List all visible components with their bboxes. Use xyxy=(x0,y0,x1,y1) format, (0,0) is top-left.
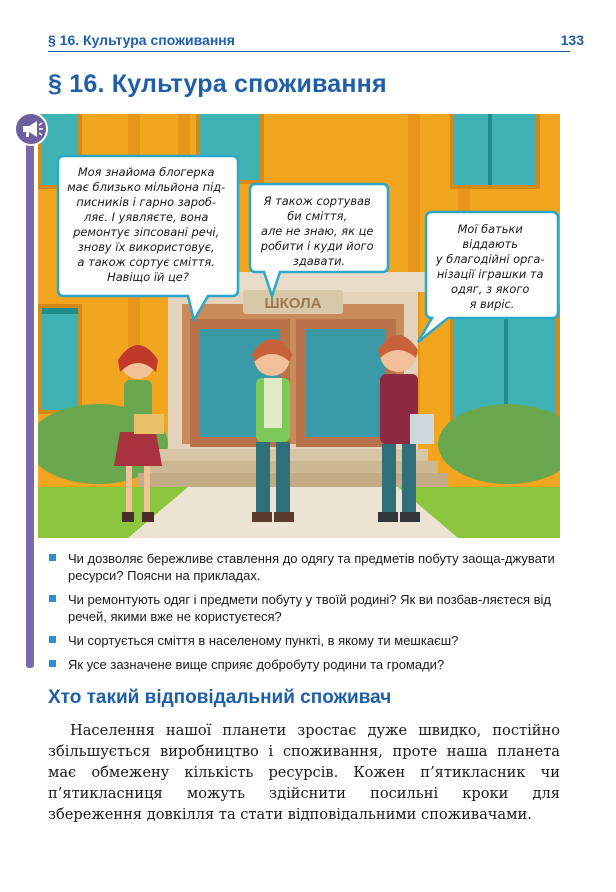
question-item: Як усе зазначене вище сприяє добробуту родини та громади? xyxy=(48,656,564,673)
bubble-2-text: Я також сортував би сміття, але не знаю, як це робити і куди його здавати. xyxy=(260,194,374,268)
bullet-square-icon xyxy=(49,595,56,602)
illustration xyxy=(38,114,560,538)
question-item: Чи дозволяє бережливе ставлення до одягу та предметів побуту заоща-джувати ресурси? Поясни на прикладах. xyxy=(48,550,564,584)
page-number: 133 xyxy=(560,32,584,48)
bubble-1-text: Моя знайома блогерка має близько мільйона під- писників і гарно зароб- ляє. І уявляєте, вона ремонтує зіпсовані речі, знову їх використовує, а також сортує сміття. Навіщо їй це? xyxy=(67,165,226,284)
question-item: Чи сортується сміття в населеному пункті, в якому ти мешкаєш? xyxy=(48,632,564,649)
question-list xyxy=(48,550,564,680)
bullet-square-icon xyxy=(49,660,56,667)
body-paragraph: Населення нашої планети зростає дуже швидко, постійно збільшується виробництво і споживання, проте наша планета має обмежену кількість ресурсів. Кожен п’ятикласник чи п’ятикласниця можуть здійснити посильні кроки для збереження довкілля та стати відповідальними споживачами. xyxy=(48,722,560,823)
speech-bubble-1 xyxy=(58,156,238,320)
question-item: Чи ремонтують одяг і предмети побуту у твоїй родині? Як ви позбав-ляєтеся від речей, якими вже не користуєтеся? xyxy=(48,591,564,625)
section-title: § 16. Культура споживання xyxy=(48,70,387,98)
school-sign: ШКОЛА xyxy=(264,295,322,312)
megaphone-icon xyxy=(16,114,46,144)
running-header xyxy=(48,32,584,52)
side-bar xyxy=(26,128,34,668)
bubble-3-text: Мої батьки віддають у благодійні орга- нізації іграшки та одяг, з якого я виріс. xyxy=(435,222,545,311)
running-title: § 16. Культура споживання xyxy=(48,32,235,48)
bullet-square-icon xyxy=(49,554,56,561)
bullet-square-icon xyxy=(49,636,56,643)
subheading: Хто такий відповідальний споживач xyxy=(48,687,392,708)
megaphone-badge xyxy=(14,112,48,146)
